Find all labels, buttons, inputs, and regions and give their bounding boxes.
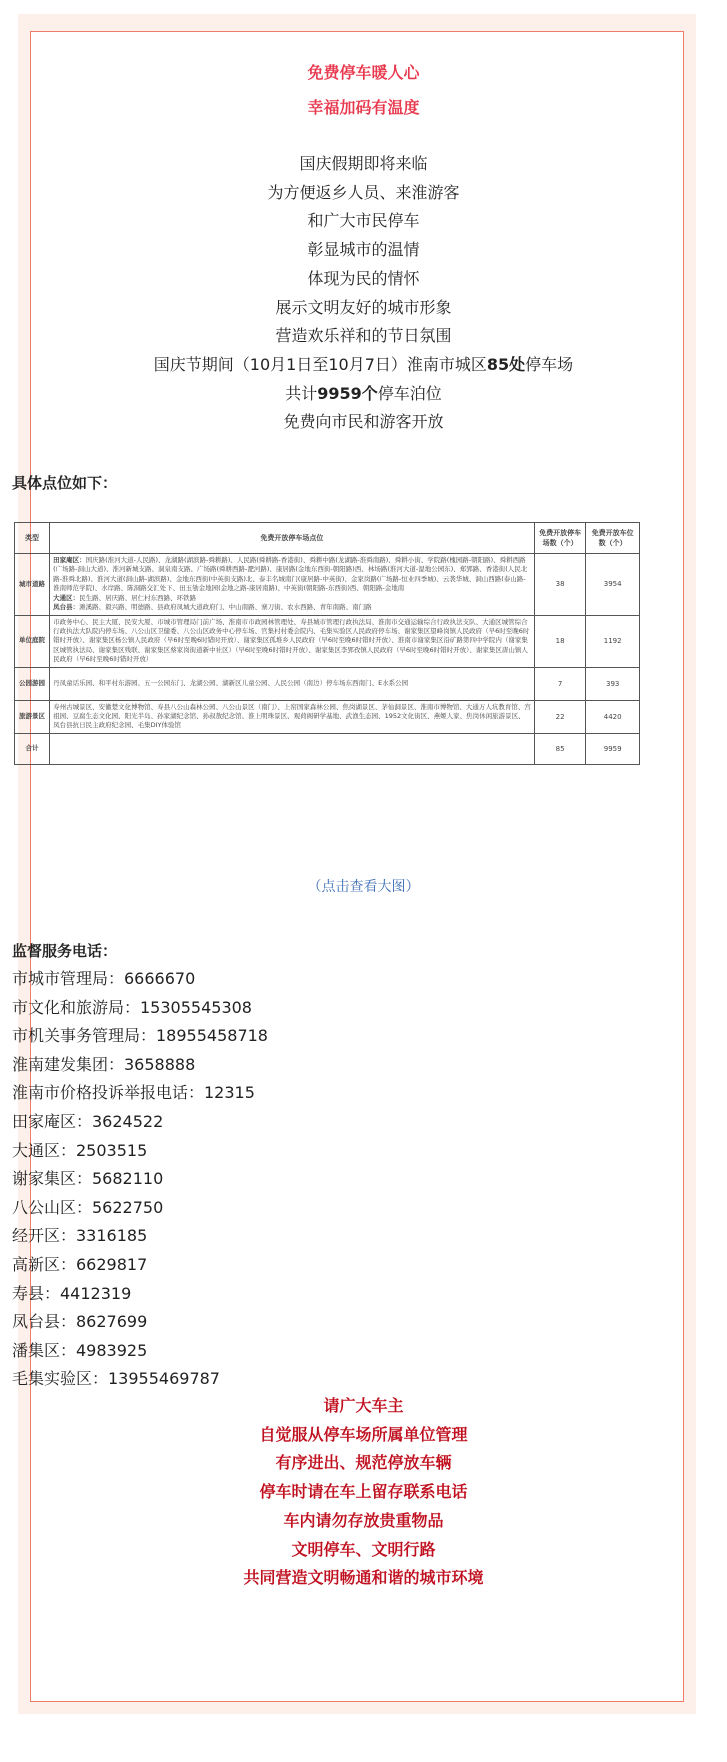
intro-block <box>0 150 727 437</box>
intro-line: 和广大市民停车 <box>307 211 420 231</box>
header-lots: 免费开放停车场数（个） <box>534 523 586 554</box>
hotline-item: 大通区：2503515 <box>12 1140 148 1160</box>
hotline-item: 八公山区：5622750 <box>12 1197 164 1217</box>
row-spaces: 1192 <box>586 615 640 667</box>
total-label: 合计 <box>15 733 50 764</box>
intro-line: 展示文明友好的城市形象 <box>275 297 452 317</box>
row-spaces: 3954 <box>586 554 640 616</box>
view-large-image-link[interactable]: （点击查看大图） <box>307 879 420 895</box>
row-category: 城市道路 <box>15 554 50 616</box>
spaces-suffix: 停车泊位 <box>377 383 442 403</box>
table-header-row <box>15 523 640 554</box>
intro-line: 国庆假期即将来临 <box>299 154 428 173</box>
hotline-item: 市文化和旅游局：15305545308 <box>12 997 252 1017</box>
district-text: 国庆路(淮河大道-人民路)、龙湖路(湖滨路-舜耕路)、人民路(舜耕路-香港街)、舜耕中路(龙湖路-淮舜南路)、舜耕小街、学院路(槐园路-朝阳路)、舜耕西路(广场路-洞山大道)、淮河新城支路、洞泉南支路、广场路(舜耕西路-淝河路)、康居路(金地东西街-朝阳路)西、林场路(淮河大道-湿地公园东)、郑郢路、香港街(人民北路-淮舜北路)、淮河大道(洞山路-湖滨路)、金地东西街(中英街支路)北、泰丰名城南门(康居路-中英街)、金家岗路(广场路-恒业四季城)、云袭华城、洞山西路(泰山路-淮南师范学院)、水岸路、陈洞路交汇处下、田玉劬金地园(金地之路-康居南路)、中英街(朝阳路-东西街)西、朝阳路-金地南 <box>53 556 528 593</box>
intro-line: 体现为民的情怀 <box>307 268 420 288</box>
hotline-item: 毛集实验区：13955469787 <box>12 1369 220 1389</box>
closing-line: 文明停车、文明行路 <box>291 1539 436 1559</box>
closing-message <box>0 1392 727 1593</box>
hotline-item: 市机关事务管理局：18955458718 <box>12 1026 268 1046</box>
spaces-prefix: 共计 <box>285 383 318 403</box>
row-locations <box>50 615 535 667</box>
open-line: 免费向市民和游客开放 <box>283 412 444 432</box>
row-lots: 22 <box>534 700 586 733</box>
district-label: 大通区： <box>53 593 80 602</box>
row-spaces: 393 <box>586 667 640 700</box>
header-type: 类型 <box>15 523 50 554</box>
hotline-list <box>12 965 268 1394</box>
space-count: 9959个 <box>317 383 378 403</box>
closing-line: 停车时请在车上留存联系电话 <box>259 1482 468 1502</box>
closing-line: 共同营造文明畅通和谐的城市环境 <box>243 1568 484 1588</box>
closing-line: 车内请勿存放贵重物品 <box>283 1510 444 1530</box>
hotline-item: 淮南建发集团：3658888 <box>12 1054 196 1074</box>
table-row <box>15 615 640 667</box>
points-heading: 具体点位如下： <box>12 474 118 492</box>
closing-line: 自觉服从停车场所属单位管理 <box>259 1424 468 1444</box>
total-spaces: 9959 <box>586 733 640 764</box>
hotline-item: 寿县：4412319 <box>12 1283 132 1303</box>
hotline-item: 淮南市价格投诉举报电话：12315 <box>12 1083 255 1103</box>
row-category: 旅游景区 <box>15 700 50 733</box>
header-spaces: 免费开放车位数（个） <box>586 523 640 554</box>
district-label: 凤台县： <box>53 603 80 612</box>
hotline-item: 市城市管理局：6666670 <box>12 969 196 988</box>
header-locations: 免费开放停车场点位 <box>50 523 535 554</box>
row-category: 公园游园 <box>15 667 50 700</box>
hotline-title: 监督服务电话： <box>12 942 118 960</box>
table-total-row <box>15 733 640 764</box>
row-lots: 18 <box>534 615 586 667</box>
period-suffix: 停车场 <box>525 354 574 374</box>
hotline-item: 凤台县：8627699 <box>12 1312 148 1332</box>
hotline-item: 田家庵区：3624522 <box>12 1111 164 1131</box>
parking-table <box>14 522 640 765</box>
district-text: 民生路、居庆路、居仁村东西路、环铁路 <box>79 593 197 602</box>
total-locations <box>50 733 535 764</box>
total-lots: 85 <box>534 733 586 764</box>
intro-line: 为方便返乡人员、来淮游客 <box>267 182 460 202</box>
hotline-item: 谢家集区：5682110 <box>12 1169 164 1189</box>
row-lots: 7 <box>534 667 586 700</box>
headline-line-1: 免费停车暖人心 <box>307 63 420 82</box>
row-category: 单位庭院 <box>15 615 50 667</box>
table-row <box>15 667 640 700</box>
row-text: 丹凤童话乐园、和平村东游园、五一公园东门、龙湖公园、湖新区儿童公园、人民公园（南边）停车场东西南门、E水系公园 <box>53 678 409 687</box>
intro-line: 营造欢乐祥和的节日氛围 <box>275 326 452 346</box>
row-text: 寿州古城景区、安徽楚文化博物馆、寿县八公山森林公园、八公山景区（南门）、上窑国家森林公园、焦岗湖景区、茅仙洞景区、淮南市博物馆、大通万人坑教育馆、宫祖园、豆腐生态文化园、阳光半岛、孙家湖纪念馆、孙叔敖纪念馆、淮上明珠景区、观荷阁研学基地、武渔生态园、1952文化街区、燕姬人家、焦岗休闲旅游景区、凤台县抗日民主政府纪念园、毛集DIY体验馆 <box>53 702 531 730</box>
hotline-item: 潘集区：4983925 <box>12 1340 148 1360</box>
hotline-item: 高新区：6629817 <box>12 1254 148 1274</box>
period-line <box>0 351 727 380</box>
parking-table-image[interactable] <box>14 522 640 765</box>
intro-line: 彰显城市的温情 <box>307 240 420 260</box>
period-prefix: 国庆节期间（10月1日至10月7日）淮南市城区 <box>153 354 487 374</box>
spaces-line <box>0 380 727 409</box>
table-row <box>15 700 640 733</box>
row-locations <box>50 667 535 700</box>
row-lots: 38 <box>534 554 586 616</box>
row-locations <box>50 554 535 616</box>
lot-count: 85处 <box>486 354 526 374</box>
district-text: 滩溪路、毅兴路、明德路、县政府凤城大道政府门、中山南路、寨刀街、农水西路、青年南路、南门路 <box>79 603 372 612</box>
row-text: 市政务中心、民主大厦、民安大厦、市城市管理局门前广场、淮南市市政园林管理处、寿县城市管理行政执法局、淮南市交通运输综合行政执法支队、大通区城管综合行政执法大队院内停车场、八公山区卫健委、八公山区政务中心停车场、官集村村委会院内、毛集实验区人民政府停车场、谢家集区望峰岗镇人民政府（早6时至晚6时错时开放）、谢家集区杨公镇人民政府（早6时至晚6时错时开放）、谢家集区孤堆乡人民政府（早6时至晚6时错时开放）、淮南市谢家集区沿矿路第四中学院内（谢家集区城管执法局、谢家集区残联、谢家集区蔡家岗街道新中社区）（早6时至晚6时错时开放）、谢家集区李郢孜镇人民政府（早6时至晚6时错时开放）、谢家集区唐山镇人民政府（早6时至晚6时错时开放） <box>53 617 530 664</box>
hotline-item: 经开区：3316185 <box>12 1226 148 1246</box>
district-label: 田家庵区： <box>53 556 86 564</box>
row-locations <box>50 700 535 733</box>
table-row <box>15 554 640 616</box>
headline-line-2: 幸福加码有温度 <box>307 98 420 117</box>
row-spaces: 4420 <box>586 700 640 733</box>
closing-line: 请广大车主 <box>323 1396 404 1415</box>
closing-line: 有序进出、规范停放车辆 <box>275 1453 452 1473</box>
